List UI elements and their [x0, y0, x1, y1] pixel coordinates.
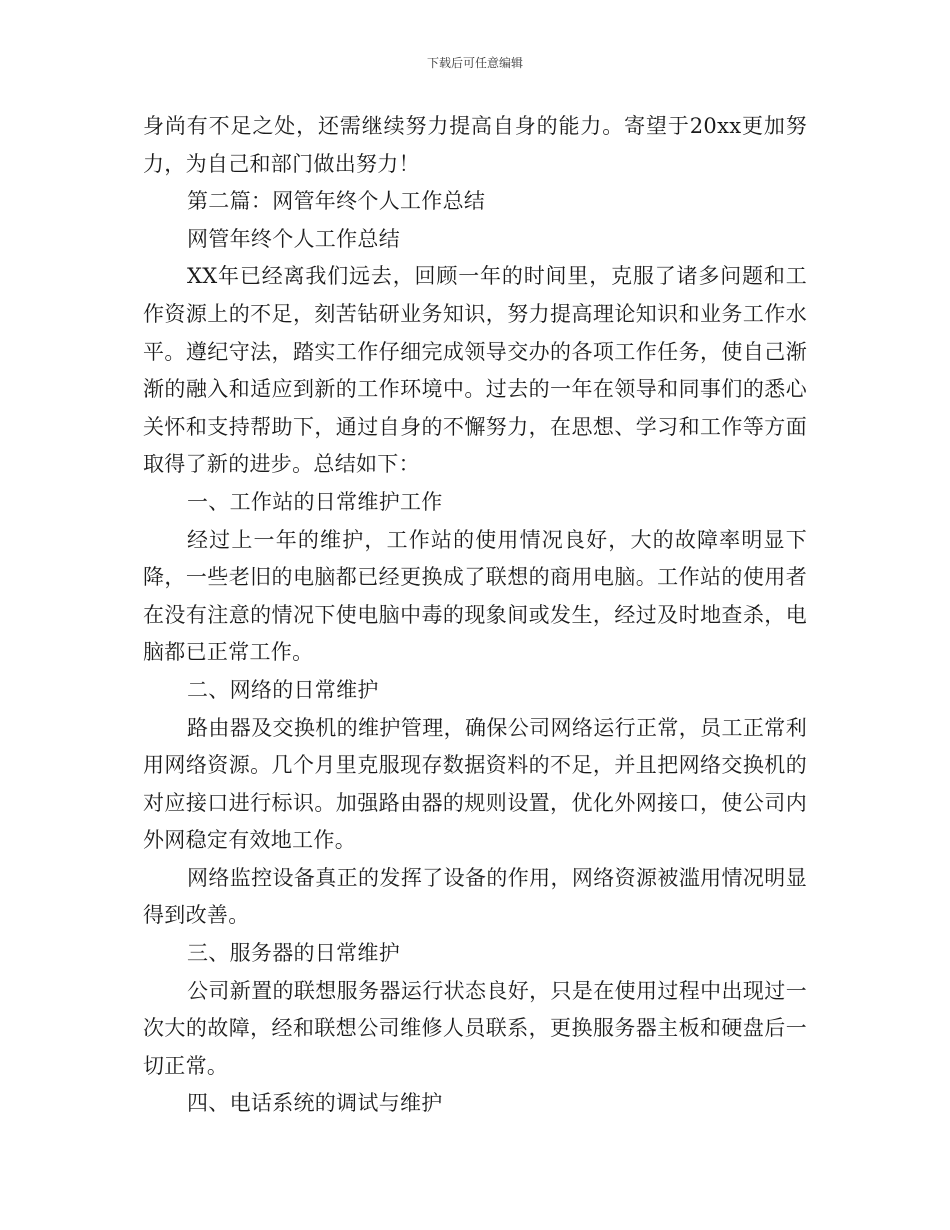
section-title: 第二篇：网管年终个人工作总结	[187, 189, 486, 214]
section-heading: 二、网络的日常维护	[187, 677, 379, 702]
paragraph: 路由器及交换机的维护管理，确保公司网络运行正常，员工正常利用网络资源。几个月里克服现存数据资料的不足，并且把网络交换机的对应接口进行标识。加强路由器的规则设置，优化外网接口，使公司内外网稳定有效地工作。	[143, 715, 807, 853]
section-heading: 一、工作站的日常维护工作	[187, 489, 443, 514]
document-title: 网管年终个人工作总结	[187, 226, 400, 251]
paragraph: 公司新置的联想服务器运行状态良好，只是在使用过程中出现过一次大的故障，经和联想公司维修人员联系，更换服务器主板和硬盘后一切正常。	[143, 978, 807, 1078]
header-note: 下载后可任意编辑	[426, 56, 523, 70]
document-body	[143, 108, 807, 1123]
section-heading: 三、服务器的日常维护	[187, 941, 400, 966]
section-heading: 四、电话系统的调试与维护	[187, 1091, 443, 1116]
paragraph: XX年已经离我们远去，回顾一年的时间里，克服了诸多问题和工作资源上的不足，刻苦钻研业务知识，努力提高理论知识和业务工作水平。遵纪守法，踏实工作仔细完成领导交办的各项工作任务，使自己渐渐的融入和适应到新的工作环境中。过去的一年在领导和同事们的悉心关怀和支持帮助下，通过自身的不懈努力，在思想、学习和工作等方面取得了新的进步。总结如下：	[143, 264, 807, 477]
paragraph: 身尚有不足之处，还需继续努力提高自身的能力。寄望于20xx更加努力，为自己和部门做出努力！	[143, 114, 807, 176]
paragraph: 网络监控设备真正的发挥了设备的作用，网络资源被滥用情况明显得到改善。	[143, 865, 807, 928]
paragraph: 经过上一年的维护，工作站的使用情况良好，大的故障率明显下降，一些老旧的电脑都已经更换成了联想的商用电脑。工作站的使用者在没有注意的情况下使电脑中毒的现象间或发生，经过及时地查杀，电脑都已正常工作。	[143, 527, 807, 665]
